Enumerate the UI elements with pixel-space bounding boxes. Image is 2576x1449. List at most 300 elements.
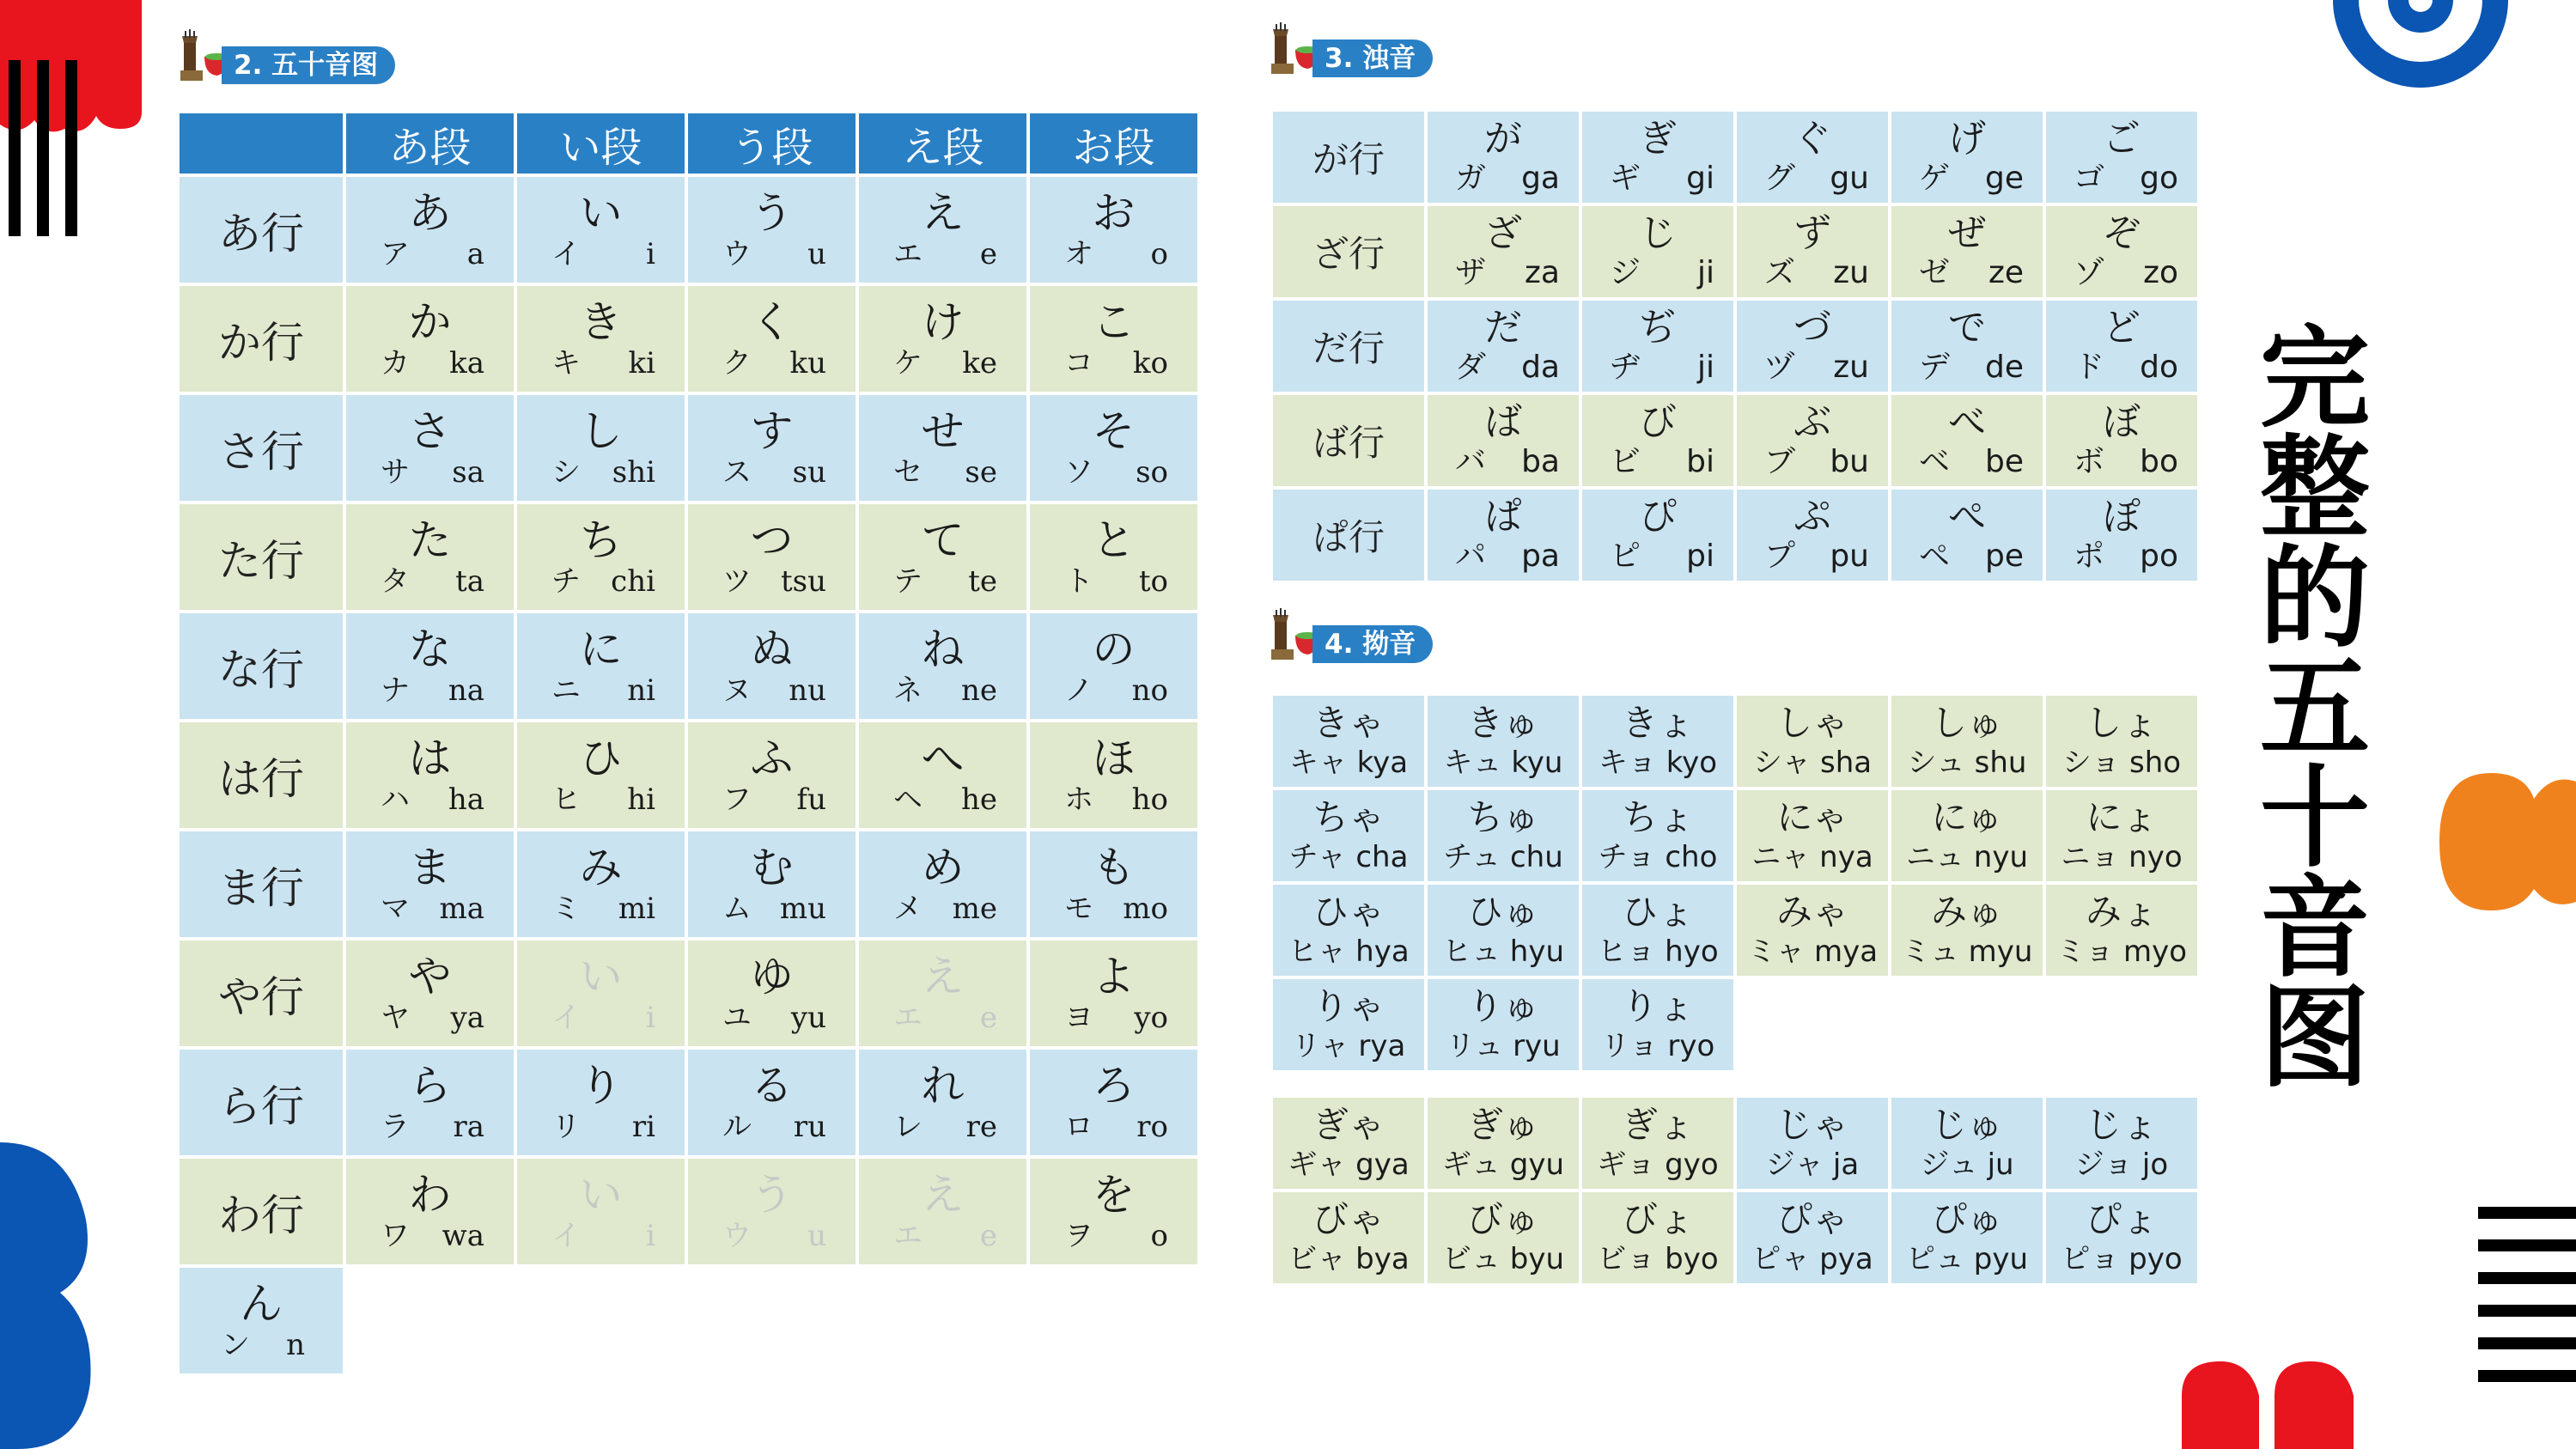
katakana: パ — [1455, 539, 1487, 574]
row-label: あ行 — [180, 177, 343, 283]
hiragana: ぽ — [2103, 495, 2141, 539]
katakana: ベ — [1919, 444, 1951, 479]
kana-reading — [2046, 161, 2197, 197]
katakana: ノ — [1064, 673, 1093, 708]
romaji: me — [952, 891, 997, 926]
katakana: ミ — [551, 891, 581, 926]
youon-cell — [1273, 1098, 1424, 1189]
youon-row — [1273, 979, 2197, 1070]
katakana: ス — [722, 454, 752, 490]
youon-cell — [1428, 885, 1579, 976]
hiragana: ひゃ — [1312, 891, 1385, 933]
hiragana: きょ — [1621, 702, 1694, 744]
romaji: e — [979, 1218, 997, 1253]
kana-reading — [517, 237, 685, 271]
romaji: go — [2140, 161, 2178, 196]
katakana: ル — [722, 1109, 752, 1144]
kana-cell — [346, 504, 514, 610]
romaji: no — [1131, 673, 1168, 708]
kana-cell — [1428, 301, 1579, 392]
youon-row — [1273, 1192, 2197, 1283]
katakana: ム — [722, 891, 752, 926]
katakana: キ — [551, 345, 581, 381]
kana-cell — [688, 177, 856, 283]
romaji: bo — [2140, 444, 2178, 479]
hiragana: ん — [240, 1278, 283, 1329]
hiragana: ば — [1484, 400, 1522, 444]
row-label: ば行 — [1273, 395, 1424, 486]
katakana: ロ — [1064, 1109, 1093, 1144]
hiragana: みゅ — [1930, 891, 2003, 933]
kana-reading — [2046, 539, 2197, 575]
hiragana: ち — [579, 514, 623, 565]
kana-cell — [1737, 206, 1888, 297]
kana-reading — [1030, 455, 1197, 490]
hiragana: お — [1092, 187, 1136, 238]
row-label: だ行 — [1273, 301, 1424, 392]
romaji: pu — [1830, 539, 1869, 574]
kana-reading — [346, 346, 514, 381]
kana-reading — [517, 892, 685, 926]
katakana-romaji: チョ cho — [1598, 840, 1718, 874]
kana-cell — [517, 1050, 685, 1155]
target-circle-decoration — [2326, 0, 2515, 99]
hiragana: じょ — [2085, 1104, 2158, 1146]
hiragana: ぎゃ — [1312, 1104, 1385, 1146]
gojuon-row — [180, 831, 1197, 937]
kana-cell — [1030, 1050, 1197, 1155]
hiragana: れ — [921, 1060, 965, 1111]
kana-reading — [517, 455, 685, 490]
hiragana: ぎ — [1639, 117, 1677, 161]
blue-blob-decoration — [0, 1142, 103, 1449]
hiragana: ゆ — [750, 951, 794, 1002]
hiragana: に — [579, 624, 623, 674]
katakana-romaji: チャ cha — [1288, 840, 1409, 874]
youon-cell — [1582, 885, 1733, 976]
kana-cell — [2046, 206, 2197, 297]
kana-reading — [1428, 444, 1579, 480]
gojuon-corner-cell — [180, 113, 343, 174]
youon-cell — [1582, 1192, 1733, 1283]
row-label: ま行 — [180, 831, 343, 937]
kana-reading — [517, 782, 685, 817]
katakana: タ — [381, 563, 410, 599]
romaji: za — [1525, 255, 1560, 290]
hiragana: は — [408, 733, 452, 783]
gojuon-row — [180, 613, 1197, 719]
kana-reading — [1582, 161, 1733, 197]
katakana-romaji: ヒョ hyo — [1597, 935, 1719, 969]
katakana: ナ — [381, 673, 410, 708]
romaji: ho — [1131, 782, 1168, 817]
romaji: hi — [627, 782, 655, 817]
hiragana: ひゅ — [1466, 891, 1539, 933]
kana-cell — [346, 1159, 514, 1264]
katakana: ツ — [722, 563, 752, 599]
kana-cell — [688, 504, 856, 610]
kana-reading — [1737, 444, 1888, 480]
katakana-romaji: ピョ pyo — [2061, 1242, 2183, 1276]
hiragana: ろ — [1092, 1060, 1136, 1111]
gojuon-row — [180, 722, 1197, 828]
kana-reading — [1737, 350, 1888, 386]
gojuon-row — [180, 1159, 1197, 1264]
section-title-gojuon: 2. 五十音图 — [222, 46, 395, 84]
youon-cell — [2046, 1192, 2197, 1283]
romaji: tsu — [780, 563, 826, 599]
dakuon-table — [1270, 108, 2201, 584]
katakana: ア — [381, 236, 410, 271]
katakana-romaji: ジュ ju — [1920, 1148, 2014, 1182]
orange-blob-decoration — [2439, 773, 2576, 910]
hiragana: え — [921, 1169, 965, 1220]
dakuon-row — [1273, 112, 2197, 203]
kana-reading — [346, 455, 514, 490]
katakana: ソ — [1064, 454, 1093, 490]
katakana: イ — [551, 1218, 581, 1253]
kana-reading — [346, 892, 514, 926]
romaji: zu — [1833, 255, 1869, 290]
row-label: わ行 — [180, 1159, 343, 1264]
kana-cell — [1891, 112, 2043, 203]
romaji: mi — [618, 891, 655, 926]
katakana-romaji: チュ chu — [1443, 840, 1563, 874]
hiragana: ご — [2103, 117, 2141, 161]
hiragana: み — [579, 842, 623, 892]
katakana-romaji: ヒャ hya — [1288, 935, 1410, 969]
romaji: ku — [789, 345, 826, 381]
romaji: zo — [2143, 255, 2178, 290]
kana-reading — [688, 673, 856, 708]
hiragana: べ — [1948, 400, 1986, 444]
hiragana: にょ — [2086, 796, 2158, 838]
katakana: ヌ — [722, 673, 752, 708]
hiragana: きゅ — [1466, 702, 1539, 744]
empty-cell — [346, 1268, 514, 1373]
romaji: fu — [796, 782, 826, 817]
hiragana: つ — [750, 514, 794, 565]
kana-reading — [688, 892, 856, 926]
katakana-romaji: ギュ gyu — [1441, 1148, 1565, 1182]
katakana: オ — [1064, 236, 1093, 271]
youon-cell — [1737, 696, 1888, 787]
katakana: プ — [1764, 539, 1796, 574]
romaji: e — [979, 1000, 997, 1035]
kana-cell — [688, 1050, 856, 1155]
romaji: ki — [628, 345, 655, 381]
katakana: ポ — [2074, 539, 2105, 574]
dakuon-row — [1273, 206, 2197, 297]
hiragana: ふ — [750, 733, 794, 783]
hiragana: りゅ — [1466, 985, 1539, 1027]
kana-cell — [1428, 112, 1579, 203]
hiragana: ぜ — [1948, 211, 1986, 255]
hiragana: い — [579, 1169, 623, 1220]
kana-reading — [2046, 255, 2197, 291]
dakuon-row — [1273, 301, 2197, 392]
romaji: mo — [1123, 891, 1168, 926]
youon-cell — [1582, 790, 1733, 881]
kana-cell — [517, 1159, 685, 1264]
kana-cell — [346, 941, 514, 1046]
kana-cell — [2046, 490, 2197, 581]
katakana: ヲ — [1064, 1218, 1093, 1253]
hiragana: を — [1092, 1169, 1136, 1220]
hiragana: ら — [408, 1060, 452, 1111]
hiragana: ぎょ — [1621, 1104, 1694, 1146]
romaji: ji — [1696, 255, 1714, 290]
youon-cell — [2046, 1098, 2197, 1189]
katakana: サ — [381, 454, 410, 490]
kana-cell — [859, 613, 1026, 719]
kana-reading — [1428, 350, 1579, 386]
hiragana: よ — [1092, 951, 1136, 1002]
kana-reading — [1030, 782, 1197, 817]
romaji: ra — [453, 1109, 484, 1144]
kana-reading — [2046, 444, 2197, 480]
kana-reading — [346, 782, 514, 817]
kana-cell — [1737, 395, 1888, 486]
katakana: ボ — [2074, 444, 2105, 479]
hiragana: にゅ — [1931, 796, 2003, 838]
katakana: ゼ — [1919, 255, 1951, 290]
hiragana: ちゃ — [1312, 796, 1385, 838]
kana-cell — [1582, 206, 1733, 297]
kana-cell — [1030, 722, 1197, 828]
romaji: n — [286, 1327, 305, 1362]
hiragana: じゅ — [1930, 1104, 2003, 1146]
kana-cell — [859, 1050, 1026, 1155]
kana-reading — [1891, 350, 2043, 386]
kana-cell — [2046, 112, 2197, 203]
romaji: pa — [1521, 539, 1560, 574]
hiragana: づ — [1793, 306, 1831, 350]
katakana-romaji: ニュ nyu — [1905, 840, 2029, 874]
romaji: to — [1138, 563, 1168, 599]
katakana: エ — [893, 1000, 923, 1035]
kana-cell — [859, 722, 1026, 828]
romaji: ke — [962, 345, 997, 381]
hiragana: ぷ — [1793, 495, 1831, 539]
kana-cell — [1030, 1159, 1197, 1264]
katakana: ゴ — [2074, 161, 2105, 196]
katakana-romaji: ミャ mya — [1746, 935, 1879, 969]
romaji: ma — [439, 891, 484, 926]
romaji: ri — [631, 1109, 655, 1144]
hiragana: ぴ — [1639, 495, 1677, 539]
katakana: リ — [551, 1109, 581, 1144]
youon-row — [1273, 696, 2197, 787]
romaji: e — [979, 236, 997, 271]
kana-reading — [688, 1110, 856, 1144]
hiragana: そ — [1092, 405, 1136, 456]
katakana: バ — [1455, 444, 1487, 479]
hiragana: り — [579, 1060, 623, 1111]
hiragana: ぴゃ — [1775, 1198, 1848, 1240]
hiragana: しゅ — [1930, 702, 2003, 744]
kana-cell — [1737, 112, 1888, 203]
romaji: a — [466, 236, 484, 271]
romaji: gi — [1686, 161, 1714, 196]
kana-cell — [859, 941, 1026, 1046]
katakana: レ — [893, 1109, 923, 1144]
youon-voiced-table — [1270, 1094, 2201, 1287]
katakana-romaji: ニャ nya — [1751, 840, 1873, 874]
kana-cell — [346, 177, 514, 283]
kana-reading — [859, 892, 1026, 926]
romaji: ga — [1521, 161, 1560, 196]
katakana: マ — [381, 891, 410, 926]
kana-reading — [1737, 539, 1888, 575]
youon-cell — [1737, 790, 1888, 881]
kana-cell — [1030, 177, 1197, 283]
katakana: ダ — [1455, 350, 1487, 385]
hiragana: ぐ — [1793, 117, 1831, 161]
hiragana: びょ — [1621, 1198, 1694, 1240]
katakana-romaji: ニョ nyo — [2061, 840, 2183, 874]
kana-cell — [1891, 395, 2043, 486]
section-tag-dakuon — [1270, 40, 1433, 77]
youon-cell — [1428, 790, 1579, 881]
youon-row — [1273, 885, 2197, 976]
hiragana: い — [579, 187, 623, 238]
kana-cell — [859, 395, 1026, 501]
empty-cell — [688, 1268, 856, 1373]
romaji: wa — [442, 1218, 484, 1253]
katakana: ゲ — [1919, 161, 1951, 196]
katakana: ン — [221, 1327, 250, 1362]
katakana: セ — [893, 454, 923, 490]
kana-cell — [346, 1050, 514, 1155]
kana-cell — [1428, 206, 1579, 297]
kana-reading — [346, 564, 514, 599]
romaji: pe — [1985, 539, 2024, 574]
katakana: ヒ — [551, 782, 581, 817]
hiragana: ほ — [1092, 733, 1136, 783]
romaji: so — [1136, 454, 1168, 490]
kana-cell — [1891, 490, 2043, 581]
kana-cell — [688, 1159, 856, 1264]
kana-reading — [688, 782, 856, 817]
katakana: ズ — [1764, 255, 1796, 290]
kana-reading — [859, 346, 1026, 381]
row-label: た行 — [180, 504, 343, 610]
romaji: yo — [1134, 1000, 1168, 1035]
kana-cell — [1891, 206, 2043, 297]
youon-cell — [2046, 696, 2197, 787]
black-lines-decoration — [2478, 1207, 2576, 1387]
youon-cell — [1428, 1192, 1579, 1283]
romaji: sa — [452, 454, 484, 490]
katakana-romaji: リャ rya — [1291, 1029, 1406, 1063]
empty-cell — [859, 1268, 1026, 1373]
row-label: な行 — [180, 613, 343, 719]
katakana-romaji: ミュ myu — [1901, 935, 2033, 969]
katakana: エ — [893, 236, 923, 271]
katakana-romaji: ジョ jo — [2074, 1148, 2169, 1182]
kana-cell — [1582, 112, 1733, 203]
hiragana: りょ — [1621, 985, 1694, 1027]
katakana-romaji: ギョ gyo — [1597, 1148, 1719, 1182]
kana-cell — [859, 1159, 1026, 1264]
hiragana: ま — [408, 842, 452, 892]
romaji: po — [2140, 539, 2178, 574]
kana-reading — [1891, 255, 2043, 291]
page-title: 完整的五十音图 — [2241, 320, 2369, 1089]
youon-cell — [1273, 1192, 1424, 1283]
romaji: shi — [612, 454, 655, 490]
kana-reading — [517, 1001, 685, 1035]
kana-reading — [1428, 255, 1579, 291]
kana-cell — [1030, 504, 1197, 610]
youon-cell — [1428, 696, 1579, 787]
youon-cell — [1582, 1098, 1733, 1189]
katakana: ウ — [722, 1218, 752, 1253]
kana-reading — [1030, 673, 1197, 708]
kana-reading — [859, 564, 1026, 599]
romaji: chi — [611, 563, 655, 599]
kana-reading — [346, 673, 514, 708]
hiragana: ぱ — [1484, 495, 1522, 539]
kana-reading — [1030, 564, 1197, 599]
kana-reading — [859, 1001, 1026, 1035]
kana-reading — [2046, 350, 2197, 386]
kana-reading — [859, 1110, 1026, 1144]
romaji: bi — [1686, 444, 1714, 479]
youon-table — [1270, 692, 2201, 1074]
empty-cell — [1030, 1268, 1197, 1373]
kana-cell — [2046, 301, 2197, 392]
kana-cell — [688, 722, 856, 828]
kana-reading — [1030, 237, 1197, 271]
section-title-dakuon: 3. 浊音 — [1312, 40, 1433, 77]
kana-reading — [859, 455, 1026, 490]
hiragana: びゅ — [1466, 1198, 1539, 1240]
row-label: ら行 — [180, 1050, 343, 1155]
row-label: や行 — [180, 941, 343, 1046]
romaji: u — [807, 1218, 826, 1253]
kana-reading — [859, 1219, 1026, 1253]
kana-reading — [859, 237, 1026, 271]
kana-reading — [517, 1219, 685, 1253]
kana-cell — [1030, 613, 1197, 719]
hiragana: へ — [921, 733, 965, 783]
katakana: ブ — [1764, 444, 1796, 479]
hiragana: う — [750, 1169, 794, 1220]
hiragana: げ — [1948, 117, 1986, 161]
youon-cell — [2046, 790, 2197, 881]
romaji: ni — [627, 673, 655, 708]
hiragana: ざ — [1484, 211, 1522, 255]
hiragana: う — [750, 187, 794, 238]
kana-cell — [517, 177, 685, 283]
kana-cell — [346, 395, 514, 501]
romaji: i — [646, 1000, 655, 1035]
hiragana: け — [921, 296, 965, 347]
kana-cell — [859, 831, 1026, 937]
katakana: ワ — [381, 1218, 410, 1253]
hiragana: な — [408, 624, 452, 674]
kana-cell — [346, 831, 514, 937]
hiragana: ちゅ — [1466, 796, 1539, 838]
kana-cell — [688, 831, 856, 937]
romaji: ba — [1521, 444, 1560, 479]
hiragana: ぬ — [750, 624, 794, 674]
hiragana: め — [921, 842, 965, 892]
kana-cell — [688, 941, 856, 1046]
kana-cell — [1030, 395, 1197, 501]
